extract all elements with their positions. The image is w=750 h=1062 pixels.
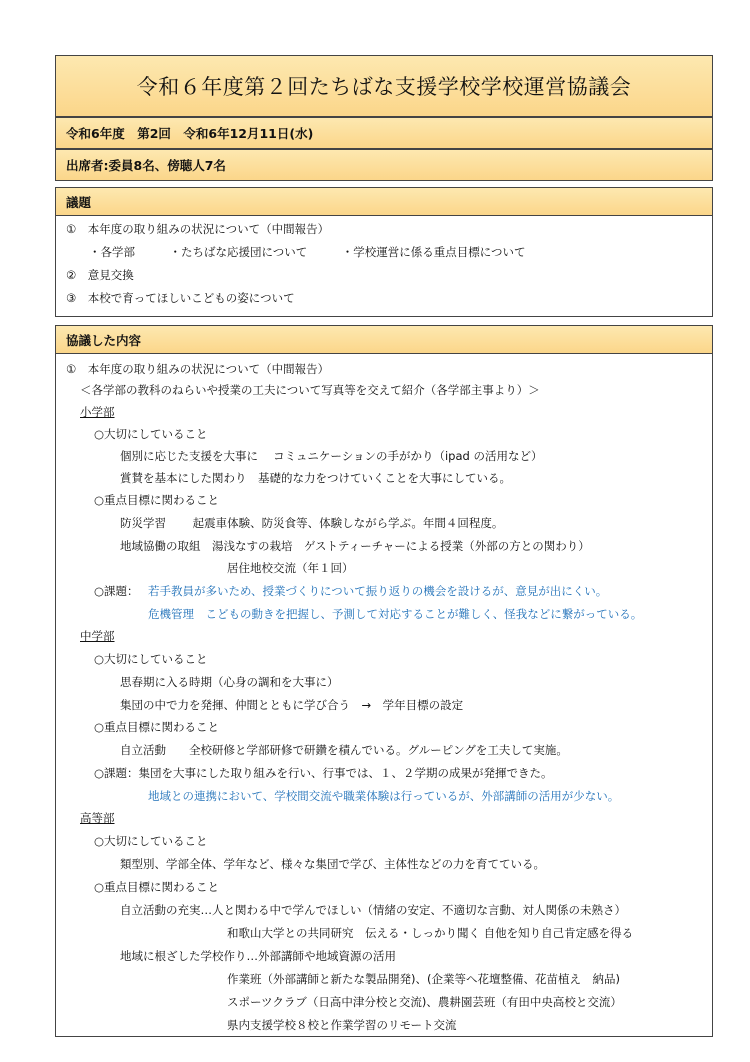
senior-line: 類型別、学部全体、学年など、様々な集団で学び、主体性などの力を育てている。 [120,857,546,871]
discussion-intro-1: ① 本年度の取り組みの状況について（中間報告） [66,362,330,376]
elementary-goals: ○重点目標に関わること [94,493,220,507]
senior-important: ○大切にしていること [94,834,208,848]
junior-issues: ○課題：集団を大事にした取り組みを行い、行事では、１、２学期の成果が発揮できた。 [94,766,553,780]
discussion-box [55,354,713,1037]
junior-line: 集団の中で力を発揮、仲間とともに学び合う → 学年目標の設定 [120,698,464,712]
agenda-item-1: ① 本年度の取り組みの状況について（中間報告） [66,222,330,236]
elementary-important: ○大切にしていること [94,427,208,441]
senior-line: 和歌山大学との共同研究 伝える・しっかり聞く 自他を知り自己肯定感を得る [227,926,634,940]
senior-line: 自立活動の充実…人と関わる中で学んでほしい（情緒の安定、不適切な言動、対人関係の未熟さ） [120,903,626,917]
discussion-intro-2: ＜各学部の教科のねらいや授業の工夫について写真等を交えて紹介（各学部主事より）＞ [80,383,540,397]
agenda-subitems: ・各学部 ・たちばな応援団について ・学校運営に係る重点目標について [89,245,526,259]
junior-heading: 中学部 [80,629,115,643]
senior-line: 地域に根ざした学校作り…外部講師や地域資源の活用 [120,949,396,963]
elementary-issue: 若手教員が多いため、授業づくりについて振り返りの機会を設けるが、意見が出にくい。 [148,584,608,598]
discussion-heading: 協議した内容 [55,325,713,354]
senior-goals: ○重点目標に関わること [94,880,220,894]
senior-line: 作業班（外部講師と新たな製品開発)、(企業等へ花壇整備、花苗植え 納品) [227,972,620,986]
junior-line: 自立活動 全校研修と学部研修で研鑽を積んでいる。グルーピングを工夫して実施。 [120,743,568,757]
junior-goals: ○重点目標に関わること [94,720,220,734]
elementary-line: 居住地校交流（年１回） [227,561,354,575]
elementary-line: 地域協働の取組 湯浅なすの栽培 ゲストティーチャーによる授業（外部の方との関わり） [120,539,590,553]
agenda-heading: 議題 [55,187,713,216]
agenda-item-2: ② 意見交換 [66,268,134,282]
senior-line: 県内支援学校８校と作業学習のリモート交流 [227,1018,457,1032]
senior-heading: 高等部 [80,811,115,825]
elementary-issue: 危機管理 こどもの動きを把握し、予測して対応することが難しく、怪我などに繋がっている。 [148,607,643,621]
elementary-line: 個別に応じた支援を大事に コミュニケーションの手がかり（ipad の活用など） [120,449,543,463]
agenda-item-3: ③ 本校で育ってほしいこどもの姿について [66,291,295,305]
page-title: 令和６年度第２回たちばな支援学校学校運営協議会 [55,55,713,117]
elementary-issues-label: ○課題： [94,584,139,598]
junior-issue: 地域との連携において、学校間交流や職業体験は行っているが、外部講師の活用が少ない。 [148,789,620,803]
senior-line: スポーツクラブ（日高中津分校と交流)、農耕園芸班（有田中央高校と交流） [227,995,622,1009]
elementary-line: 防災学習 起震車体験、防災食等、体験しながら学ぶ。年間４回程度。 [120,516,504,530]
meeting-date: 令和6年度 第2回 令和6年12月11日(水) [55,117,713,149]
junior-line: 思春期に入る時期（心身の調和を大事に） [120,675,339,689]
agenda-box [55,216,713,317]
elementary-heading: 小学部 [80,405,115,419]
attendees: 出席者:委員8名、傍聴人7名 [55,149,713,181]
elementary-line: 賞賛を基本にした関わり 基礎的な力をつけていくことを大事にしている。 [120,471,511,485]
junior-important: ○大切にしていること [94,652,208,666]
